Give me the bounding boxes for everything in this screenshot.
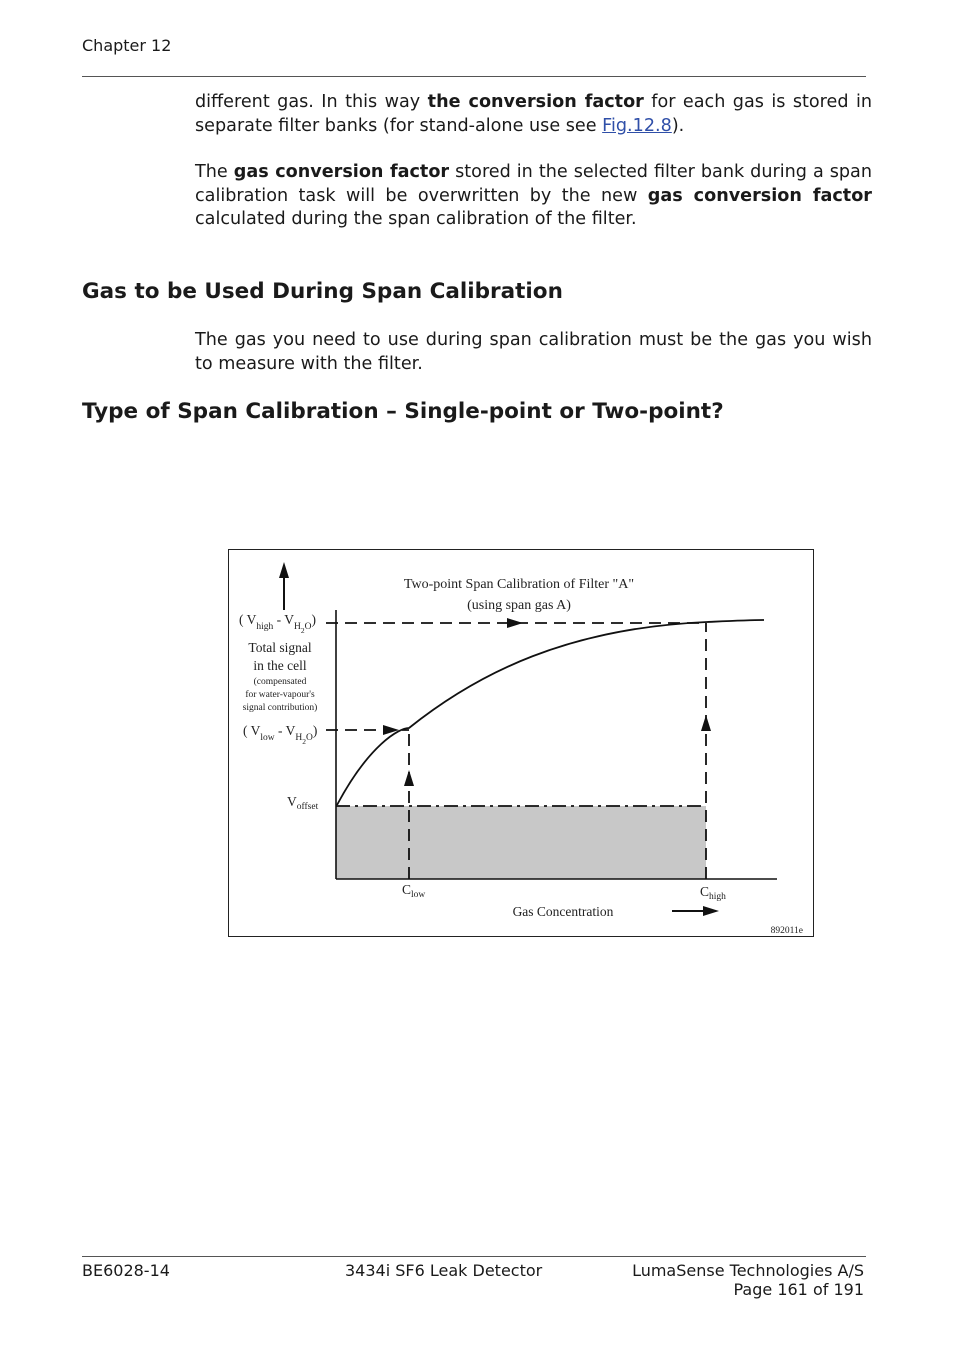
label-part: - V [273,612,295,627]
v-low-arrow [383,725,399,735]
v-high-label [239,612,316,635]
section-heading-type: Type of Span Calibration – Single-point or Two-point? [82,399,724,424]
intro-text: stored in the selected filter bank during a span calibration task will be overwritten by the new [195,162,872,206]
intro-bold: the conversion factor [427,92,644,112]
label-sub: 2 [302,737,307,746]
intro-text: calculated during the span calibration of the filter. [195,209,637,229]
footer-page-number: Page 161 of 191 [733,1280,864,1299]
label-sub: O [304,622,312,632]
x-axis-label: Gas Concentration [512,904,614,919]
intro-text: ). [671,115,685,136]
figure-title-line2: (using span gas A) [467,598,571,613]
label-sub: H [295,733,303,743]
label-sub: offset [296,802,319,812]
label-part: ( V [239,612,257,627]
label-part: ( V [243,723,261,738]
label-sub: O [306,733,313,743]
y-label-3: (compensated [253,677,307,687]
intro-bold: gas conversion factor [233,162,450,182]
label-sub: low [411,890,426,900]
label-sub: high [256,622,274,632]
v-low-label [243,723,317,746]
v-high-arrow [507,618,523,628]
intro-paragraph-2 [195,161,872,232]
label-sub: high [709,892,726,902]
section-heading-gas: Gas to be Used During Span Calibration [82,279,563,304]
y-label-4: for water-vapour's [245,690,315,700]
footer-rule [82,1256,866,1257]
intro-bold: gas conversion factor [647,185,872,206]
v-offset-label [287,794,319,812]
c-low-arrow [404,770,414,786]
label-sub: low [260,733,275,743]
label-sub: H [294,622,301,632]
offset-shaded-region [336,806,706,879]
y-label-1: Total signal [248,640,312,655]
y-arrow-head [279,562,289,578]
label-part: ) [312,723,318,738]
intro-text: for each gas is stored in separate filter banks (for stand-alone use see [195,92,873,136]
intro-text: different gas. In this way [195,92,428,112]
y-label-5: signal contribution) [242,703,318,713]
intro-text: The [195,162,234,182]
label-part: C [700,884,710,899]
footer-company: LumaSense Technologies A/S [632,1261,864,1280]
label-part: - V [274,723,296,738]
footer-doc-id: BE6028-14 [82,1261,170,1280]
fig-12-8-link[interactable]: Fig.12.8 [602,115,672,136]
x-arrow-head [703,906,719,916]
calibration-diagram [229,550,813,936]
label-part: C [402,882,412,897]
c-high-arrow [701,715,711,731]
figure-code: 892011e [770,926,803,936]
chapter-header: Chapter 12 [82,36,172,55]
footer-product: 3434i SF6 Leak Detector [345,1261,543,1280]
c-low-label [402,882,425,900]
c-high-label [700,884,726,902]
label-part: ) [311,612,317,627]
figure-title-line1: Two-point Span Calibration of Filter "A" [403,577,635,592]
y-label-2: in the cell [253,658,307,673]
calibration-figure [228,549,814,937]
header-rule [82,76,866,77]
calibration-curve [337,620,764,805]
label-sub: 2 [300,626,305,635]
intro-paragraph-1 [195,91,872,138]
section-gas-body: The gas you need to use during span calibration must be the gas you wish to measure with the filter. [195,330,872,374]
label-part: V [287,794,297,809]
